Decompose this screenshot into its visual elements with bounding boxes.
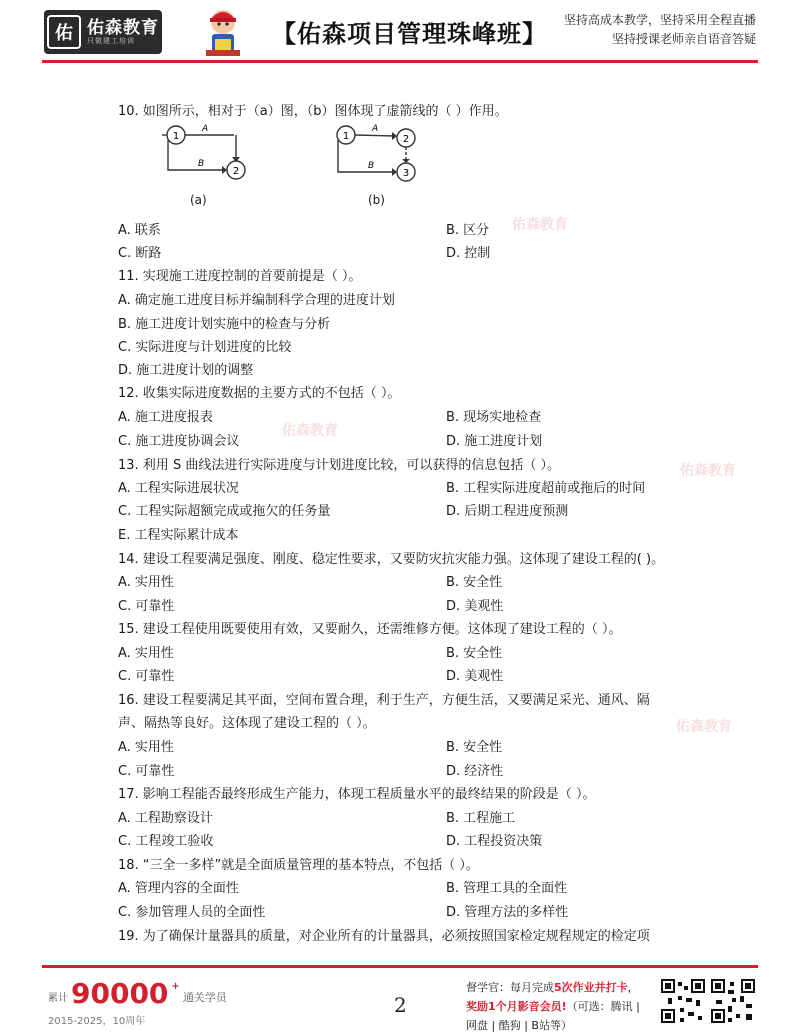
promo-highlight: 奖励1个月影音会员! (466, 1000, 567, 1013)
node-2: 2 (232, 166, 240, 177)
question-stem: 17. 影响工程能否最终形成生产能力，体现工程质量水平的最终结果的阶段是（ ）。 (118, 787, 596, 802)
student-stats (48, 977, 227, 1027)
footer-divider (42, 965, 758, 968)
option-a: A. 施工进度报表 (118, 410, 213, 425)
slogan-line: 坚持高成本教学，坚持采用全程直播 (563, 13, 756, 27)
option-a: A. 实用性 (118, 740, 174, 755)
option-e: E. 工程实际累计成本 (118, 528, 239, 543)
option-c: C. 可靠性 (118, 599, 175, 614)
question-stem: 14. 建设工程要满足强度、刚度、稳定性要求，又要防灾抗灾能力强。这体现了建设工程的( )。 (118, 552, 665, 567)
option-b: B. 管理工具的全面性 (446, 881, 568, 896)
option-c: C. 断路 (118, 246, 162, 261)
option-a: A. 工程实际进展状况 (118, 481, 239, 496)
arrow-label-b: B (368, 161, 375, 171)
node-2: 2 (402, 134, 410, 145)
promo-text-part: 网盘 | 酷狗 | B站等） (466, 1019, 572, 1032)
logo-mark-icon: 佑 (47, 15, 81, 49)
brand-logo (44, 10, 162, 54)
option-a: A. 实用性 (118, 646, 174, 661)
stat-number: 90000 (71, 977, 169, 1010)
option-b: B. 区分 (446, 223, 490, 238)
question-stem: 12. 收集实际进度数据的主要方式的不包括（ ）。 (118, 386, 401, 401)
option-a: A. 管理内容的全面性 (118, 881, 239, 896)
option-d: D. 后期工程进度预测 (446, 504, 569, 519)
option-a: A. 实用性 (118, 575, 174, 590)
watermark: 佑森教育 (680, 463, 736, 479)
option-c: C. 可靠性 (118, 764, 175, 779)
arrow-label-a: A (372, 124, 379, 134)
stat-suffix: 通关学员 (182, 991, 227, 1004)
option-b: B. 安全性 (446, 575, 503, 590)
watermark: 佑森教育 (676, 719, 732, 735)
arrow-label-b: B (198, 159, 205, 169)
option-d: D. 经济性 (446, 764, 504, 779)
option-c: C. 工程竣工验收 (118, 834, 214, 849)
option-d: D. 工程投资决策 (446, 834, 543, 849)
question-stem: 18. “三全一多样”就是全面质量管理的基本特点，不包括（ ）。 (118, 858, 479, 873)
option-c: C. 工程实际超额完成或拖欠的任务量 (118, 504, 331, 519)
qr-code-icon[interactable] (710, 978, 756, 1024)
option-b: B. 安全性 (446, 740, 503, 755)
promo-text-part: ， (627, 981, 639, 994)
option-d: D. 美观性 (446, 599, 504, 614)
page-number: 2 (394, 993, 407, 1017)
mascot-icon (198, 6, 248, 58)
page-title: 【佑森项目管理珠峰班】 (272, 20, 547, 48)
node-1: 1 (342, 131, 350, 142)
promo-text-part: （可选：腾讯 | (566, 1000, 640, 1013)
node-1: 1 (172, 131, 180, 142)
figure-caption-a: (a) (190, 193, 207, 207)
option-d: D. 施工进度计划 (446, 434, 543, 449)
promo-highlight: 5次作业并打卡 (554, 981, 628, 994)
option-b: B. 施工进度计划实施中的检查与分析 (118, 317, 331, 332)
logo-text: 佑森教育 (87, 17, 159, 38)
question-stem: 11. 实现施工进度控制的首要前提是（ ）。 (118, 269, 362, 284)
logo-subtext: 只做建工培训 (87, 36, 135, 45)
header-slogan (564, 11, 756, 49)
option-c: C. 施工进度协调会议 (118, 434, 240, 449)
years-label: 2015-2025，10周年 (48, 1016, 146, 1027)
promo-text (466, 978, 662, 1035)
watermark: 佑森教育 (512, 217, 568, 233)
question-stem: 10. 如图所示，相对于（a）图，（b）图体现了虚箭线的（ ）作用。 (118, 104, 508, 119)
question-stem: 16. 建设工程要满足其平面，空间布置合理，利于生产，方便生活，又要满足采光、通风、隔 (118, 693, 650, 708)
option-b: B. 安全性 (446, 646, 503, 661)
page-header (0, 0, 800, 62)
option-b: B. 工程实际进度超前或拖后的时间 (446, 481, 646, 496)
slogan-line: 坚持授课老师亲自语音答疑 (611, 32, 756, 46)
figure-caption-b: (b) (368, 193, 385, 207)
option-b: B. 工程施工 (446, 811, 516, 826)
question-stem: 15. 建设工程使用既要使用有效，又要耐久，还需维修方便。这体现了建设工程的（ ）。 (118, 622, 622, 637)
option-c: C. 实际进度与计划进度的比较 (118, 340, 292, 355)
stat-plus: + (171, 981, 180, 992)
option-c: C. 可靠性 (118, 669, 175, 684)
header-divider (42, 60, 758, 63)
option-b: B. 现场实地检查 (446, 410, 542, 425)
option-d: D. 美观性 (446, 669, 504, 684)
question-stem-continued: 声、隔热等良好。这体现了建设工程的（ ）。 (118, 716, 376, 731)
option-d: D. 施工进度计划的调整 (118, 363, 254, 378)
node-3: 3 (402, 168, 410, 179)
question-stem: 19. 为了确保计量器具的质量，对企业所有的计量器具，必须按照国家检定规程规定的检定项 (118, 929, 650, 944)
network-diagram-b (328, 120, 428, 190)
promo-text-part: 督学官：每月完成 (466, 981, 554, 994)
arrow-label-a: A (202, 124, 209, 134)
option-a: A. 工程勘察设计 (118, 811, 213, 826)
qr-code-icon[interactable] (660, 978, 706, 1024)
network-diagram-a (158, 120, 258, 190)
option-d: D. 控制 (446, 246, 491, 261)
question-stem: 13. 利用 S 曲线法进行实际进度与计划进度比较，可以获得的信息包括（ ）。 (118, 458, 560, 473)
option-a: A. 确定施工进度目标并编制科学合理的进度计划 (118, 293, 395, 308)
watermark: 佑森教育 (282, 423, 338, 439)
option-d: D. 管理方法的多样性 (446, 905, 569, 920)
stat-prefix: 累计 (48, 993, 68, 1004)
option-a: A. 联系 (118, 223, 161, 238)
option-c: C. 参加管理人员的全面性 (118, 905, 266, 920)
